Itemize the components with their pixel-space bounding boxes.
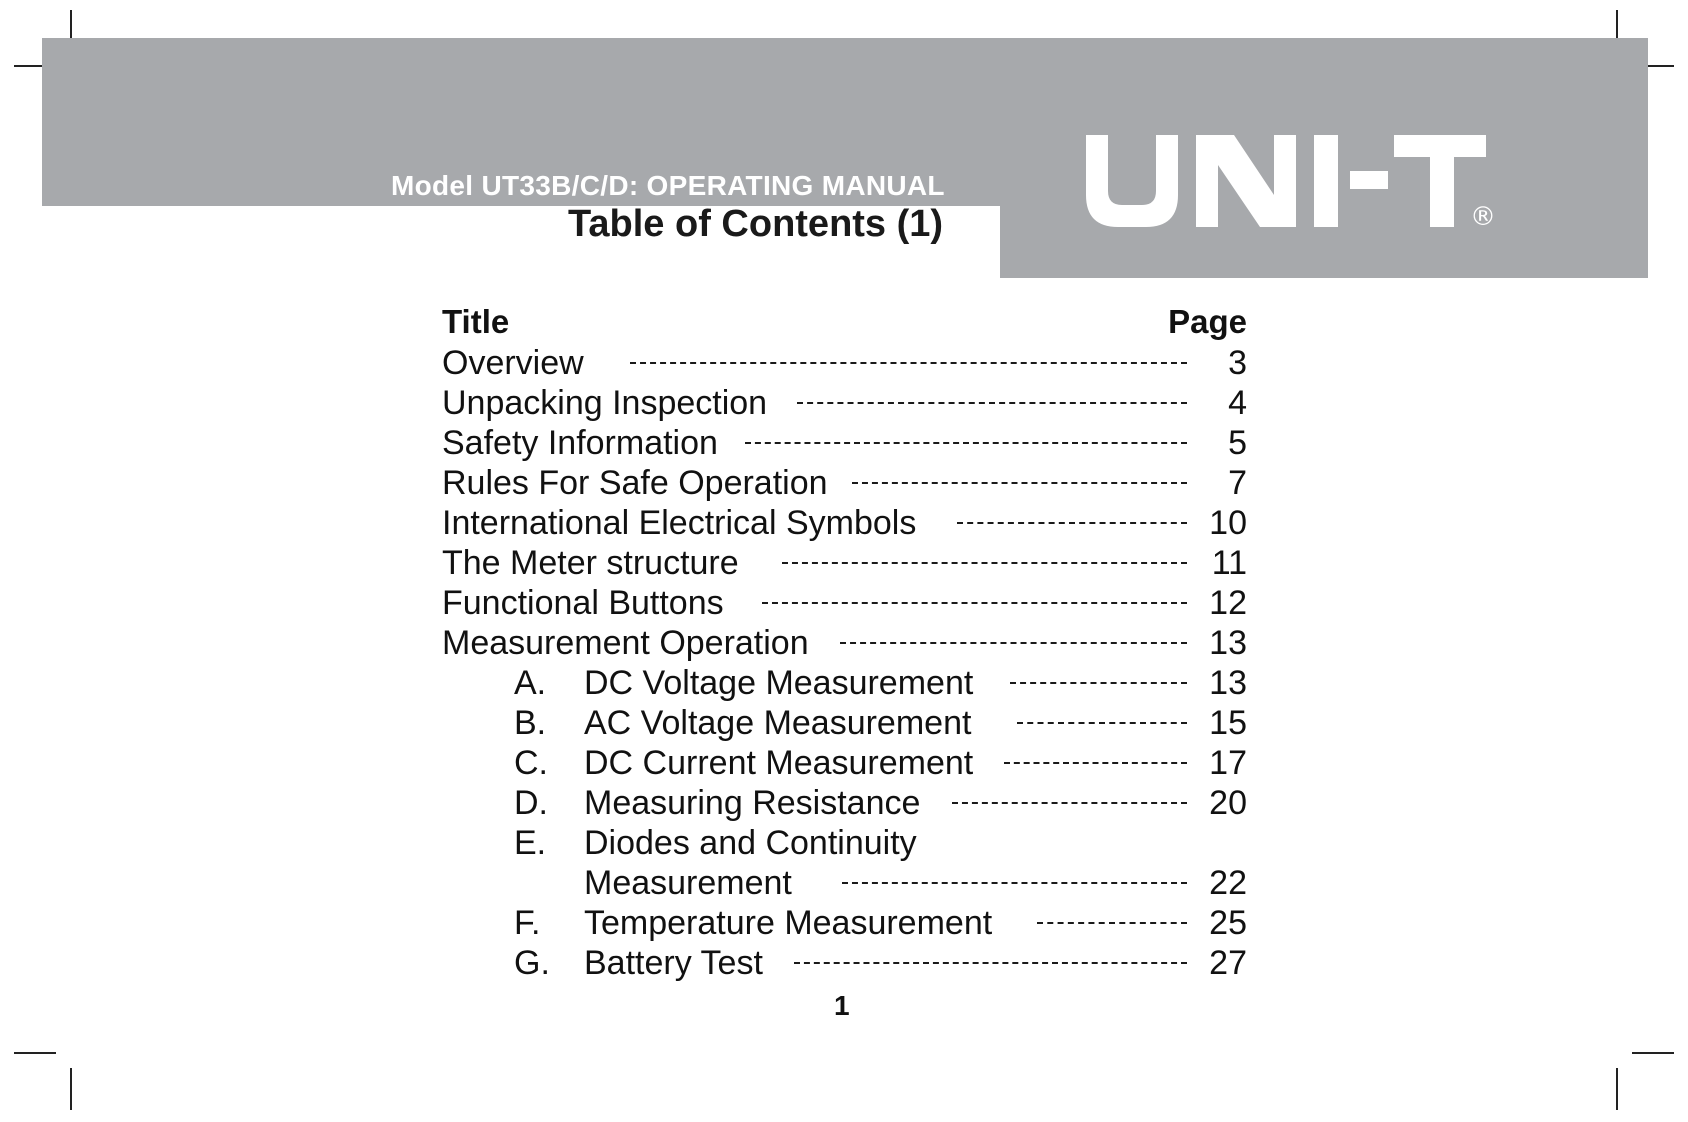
toc-subentry-letter: A.: [514, 664, 547, 702]
toc-column-title: Title: [442, 303, 510, 340]
toc-leader-line: [782, 562, 1187, 564]
toc-entry-label: Unpacking Inspection: [442, 384, 768, 422]
toc-subentry-label: AC Voltage Measurement: [584, 704, 972, 742]
registered-mark: ®: [1470, 202, 1496, 232]
toc-leader-line: [1017, 722, 1187, 724]
toc-leader-line: [745, 442, 1187, 444]
toc-subentry-label: Battery Test: [584, 944, 763, 982]
toc-entry-label: Overview: [442, 344, 584, 382]
toc-entry[interactable]: [442, 503, 1247, 543]
toc-entry-label: Functional Buttons: [442, 584, 724, 622]
toc-subentry-letter: B.: [514, 704, 547, 742]
toc-entry[interactable]: [442, 423, 1247, 463]
toc-subentry[interactable]: [442, 663, 1247, 703]
toc-leader-line: [762, 602, 1187, 604]
toc-entry[interactable]: [442, 623, 1247, 663]
toc-leader-line: [840, 642, 1187, 644]
toc-entry-page: 7: [1228, 464, 1247, 502]
toc-leader-line: [630, 362, 1187, 364]
model-title: Model UT33B/C/D: OPERATING MANUAL: [391, 170, 945, 201]
toc-entry-label: International Electrical Symbols: [442, 504, 917, 542]
toc-subentry[interactable]: [442, 903, 1247, 943]
toc-entry-label: Rules For Safe Operation: [442, 464, 828, 502]
toc-entry[interactable]: [442, 583, 1247, 623]
toc-subentry-letter: G.: [514, 944, 550, 982]
crop-mark-bottom-left-h: [14, 1052, 56, 1054]
toc-subentry-continued[interactable]: [442, 863, 1247, 903]
toc-entry[interactable]: [442, 543, 1247, 583]
crop-mark-bottom-left-v: [70, 1068, 72, 1110]
toc-entry-page: 11: [1211, 544, 1247, 582]
toc-subentry-letter: E.: [514, 824, 547, 862]
toc-subentry[interactable]: [442, 823, 1247, 863]
toc-leader-line: [852, 482, 1187, 484]
toc-entry[interactable]: [442, 383, 1247, 423]
uni-t-logo: [1082, 127, 1496, 232]
toc-subentry-letter: D.: [514, 784, 548, 822]
toc-entry-page: 4: [1228, 384, 1247, 422]
toc-subentry-page: 15: [1209, 704, 1247, 742]
toc-subentry-page: 27: [1209, 944, 1247, 982]
toc-subentry-page: 22: [1209, 864, 1247, 902]
toc-subentry-letter: F.: [514, 904, 541, 942]
toc-entry-page: 3: [1228, 344, 1247, 382]
toc-entry-page: 5: [1228, 424, 1247, 462]
toc-subentry[interactable]: [442, 943, 1247, 983]
toc-subentry-label: Diodes and Continuity: [584, 824, 917, 862]
toc-subentry-label: DC Voltage Measurement: [584, 664, 974, 702]
crop-mark-bottom-right-v: [1616, 1068, 1618, 1110]
toc-leader-line: [842, 882, 1187, 884]
toc-subentry[interactable]: [442, 703, 1247, 743]
toc-entry-page: 10: [1209, 504, 1247, 542]
toc-subentry[interactable]: [442, 743, 1247, 783]
page-title: Table of Contents (1): [568, 203, 944, 245]
toc-leader-line: [1004, 762, 1187, 764]
toc-leader-line: [1037, 922, 1187, 924]
toc-entry[interactable]: [442, 463, 1247, 503]
toc-leader-line: [797, 402, 1187, 404]
toc-subentry-page: 17: [1209, 744, 1247, 782]
toc-subentry[interactable]: [442, 783, 1247, 823]
toc-entry-page: 13: [1209, 624, 1247, 662]
toc-subentry-page: 25: [1209, 904, 1247, 942]
toc-leader-line: [957, 522, 1187, 524]
toc-entry-page: 12: [1209, 584, 1247, 622]
toc-leader-line: [794, 962, 1187, 964]
toc-leader-line: [1010, 682, 1187, 684]
toc-leader-line: [952, 802, 1187, 804]
page-number: 1: [834, 990, 850, 1021]
toc-subentry-page: 13: [1209, 664, 1247, 702]
toc-entry-label: Measurement Operation: [442, 624, 809, 662]
crop-mark-bottom-right-h: [1632, 1052, 1674, 1054]
toc-entry[interactable]: [442, 343, 1247, 383]
toc-subentry-letter: C.: [514, 744, 548, 782]
toc-subentry-label: DC Current Measurement: [584, 744, 974, 782]
toc-subentry-label: Temperature Measurement: [584, 904, 993, 942]
toc-column-page: Page: [1168, 303, 1247, 340]
toc-header: [442, 303, 1247, 343]
toc-entry-label: The Meter structure: [442, 544, 739, 582]
toc-subentry-label: Measurement: [584, 864, 792, 902]
toc-entry-label: Safety Information: [442, 424, 718, 462]
toc-subentry-page: 20: [1209, 784, 1247, 822]
toc-subentry-label: Measuring Resistance: [584, 784, 921, 822]
